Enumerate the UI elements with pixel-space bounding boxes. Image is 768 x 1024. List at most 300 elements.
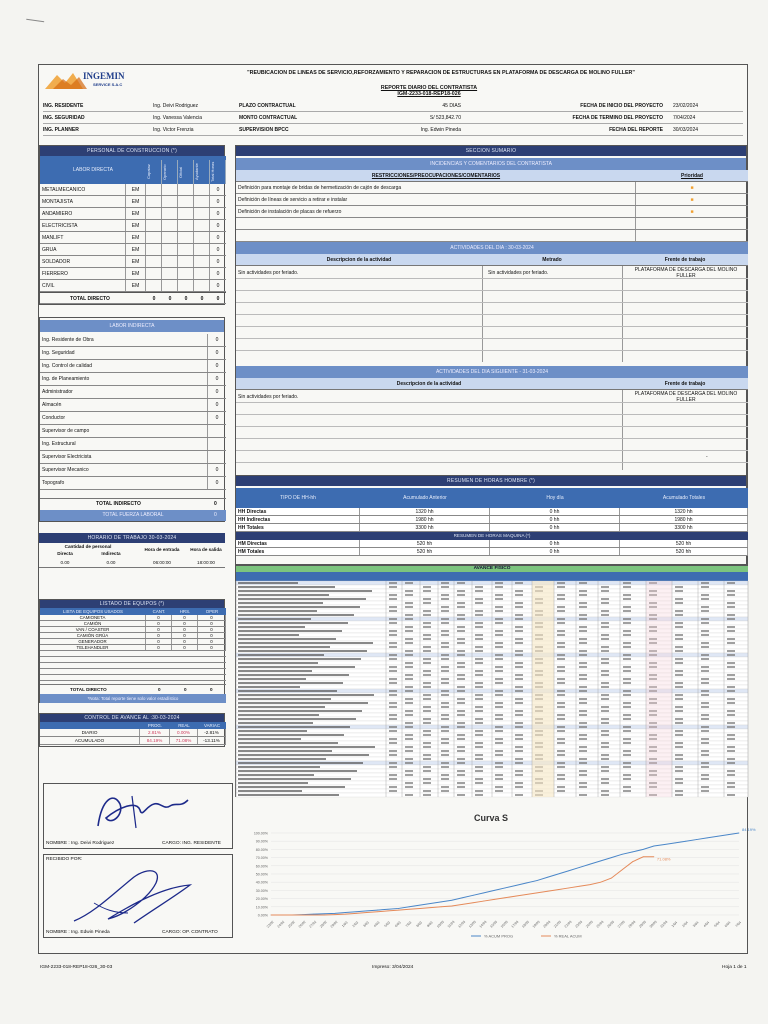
avance-num-mark xyxy=(475,758,483,759)
chart-point xyxy=(600,860,601,861)
avance-num-mark xyxy=(515,746,523,747)
avance-num-mark xyxy=(601,634,609,635)
info-label: ING. PLANNER xyxy=(43,127,79,133)
avance-num-mark xyxy=(423,686,431,687)
chart-xtick: 7/04 xyxy=(734,920,743,929)
equipos-col-header: CANT. xyxy=(152,609,166,614)
avance-num-mark xyxy=(601,766,609,767)
avance-num-mark xyxy=(623,670,631,671)
restriccion-prioridad: ■ xyxy=(690,197,694,203)
personal-row-cell xyxy=(162,280,178,291)
avance-num-mark xyxy=(475,706,483,707)
avance-num-mark xyxy=(623,618,631,619)
avance-highlight-col xyxy=(646,581,672,797)
avance-num-mark xyxy=(557,642,565,643)
avance-num-mark xyxy=(727,738,735,739)
avance-num-mark xyxy=(601,622,609,623)
avance-num-mark xyxy=(423,722,431,723)
avance-num-mark xyxy=(475,686,483,687)
avance-num-mark xyxy=(675,590,683,591)
avance-num-mark xyxy=(701,786,709,787)
avance-highlight-col xyxy=(532,581,554,797)
chart-xtick: 27/02 xyxy=(308,919,318,929)
chart-point xyxy=(568,888,569,889)
avance-num-mark xyxy=(701,750,709,751)
indirecta-row-value: 0 xyxy=(215,376,219,382)
horas-cell: HH Indirectas xyxy=(236,516,360,523)
personal-row-cell xyxy=(194,256,210,267)
personal-row-cell xyxy=(146,184,162,195)
avance-num-mark xyxy=(405,638,413,639)
personal-row-cell xyxy=(162,256,178,267)
avance-num-mark xyxy=(515,638,523,639)
avance-num-mark xyxy=(727,642,735,643)
logo-name: INGEMIN xyxy=(83,71,125,81)
avance-num-mark xyxy=(405,770,413,771)
avance-num-mark xyxy=(389,594,397,595)
personal-header xyxy=(40,156,226,184)
indirecta-row-value xyxy=(208,451,226,463)
indirecta-row-value: 0 xyxy=(215,467,219,473)
avance-num-mark xyxy=(423,622,431,623)
avance-num-mark xyxy=(727,626,735,627)
avance-num-mark xyxy=(405,714,413,715)
personal-row xyxy=(40,232,226,244)
avance-num-mark xyxy=(457,782,465,783)
avance-num-mark xyxy=(495,666,503,667)
avance-text-mark xyxy=(238,602,323,603)
avance-text-mark xyxy=(238,674,349,675)
chart-point xyxy=(334,913,335,914)
chart-point xyxy=(430,903,431,904)
avance-num-mark xyxy=(441,606,449,607)
avance-num-mark xyxy=(701,622,709,623)
avance-num-mark xyxy=(457,594,465,595)
avance-num-mark xyxy=(475,766,483,767)
indirecta-title: LABOR INDIRECTA xyxy=(40,320,224,332)
avance-num-mark xyxy=(623,634,631,635)
avance-num-mark xyxy=(623,786,631,787)
avance-num-mark xyxy=(389,694,397,695)
personal-title: PERSONAL DE CONSTRUCCION (*) xyxy=(40,146,224,156)
avance-num-mark xyxy=(423,602,431,603)
avance-num-mark xyxy=(423,662,431,663)
avance-num-mark xyxy=(423,746,431,747)
avance-num-mark xyxy=(675,638,683,639)
avance-num-mark xyxy=(701,610,709,611)
avance-num-mark xyxy=(601,730,609,731)
avance-num-mark xyxy=(475,646,483,647)
avance-num-mark xyxy=(579,762,587,763)
avance-num-mark xyxy=(557,654,565,655)
avance-num-mark xyxy=(623,714,631,715)
avance-num-mark xyxy=(495,690,503,691)
avance-num-mark xyxy=(701,646,709,647)
avance-num-mark xyxy=(727,698,735,699)
chart-legend-label: % ACUM PROG xyxy=(484,933,514,939)
avance-num-mark xyxy=(405,674,413,675)
chart-xtick: 8/03 xyxy=(415,920,423,929)
avance-text-mark xyxy=(238,678,306,679)
actividades-sig-header xyxy=(236,378,748,390)
horario-v3: 06:00:00 xyxy=(153,560,171,565)
avance-num-mark xyxy=(475,722,483,723)
avance-num-mark xyxy=(495,670,503,671)
avance-num-mark xyxy=(405,794,413,795)
avance-num-mark xyxy=(623,654,631,655)
chart-xtick: 22/03 xyxy=(563,919,573,929)
avance-num-mark xyxy=(457,582,465,583)
avance-num-mark xyxy=(579,582,587,583)
avance-num-mark xyxy=(727,650,735,651)
personal-row xyxy=(40,280,226,292)
chart-xtick: 6/03 xyxy=(394,920,402,929)
avance-num-mark xyxy=(727,582,735,583)
avance-text-mark xyxy=(238,722,313,723)
chart-point xyxy=(643,856,644,857)
avance-num-mark xyxy=(515,710,523,711)
chart-ytick: 10.00% xyxy=(255,905,268,910)
horas-cell: 3300 hh xyxy=(620,524,748,531)
chart-point xyxy=(324,913,325,914)
info-value-3: 30/03/2024 xyxy=(673,127,699,133)
horas-cell: 1320 hh xyxy=(620,508,748,515)
equipos-cell: 0 xyxy=(198,639,226,644)
avance-num-mark xyxy=(405,590,413,591)
indirecta-row-value: 0 xyxy=(215,402,219,408)
chart-xtick: 3/03 xyxy=(362,920,370,929)
horas-row xyxy=(236,524,748,532)
indirecta-row-value xyxy=(208,438,226,450)
chart-point xyxy=(728,834,729,835)
avance-num-mark xyxy=(389,714,397,715)
avance-num-mark xyxy=(475,742,483,743)
chart-ytick: 50.00% xyxy=(255,872,268,877)
avance-num-mark xyxy=(495,658,503,659)
horas-cell: 1320 hh xyxy=(360,508,490,515)
control-cell: 2.81% xyxy=(140,729,170,736)
avance-num-mark xyxy=(389,706,397,707)
activity-line xyxy=(236,462,748,463)
chart-point xyxy=(483,901,484,902)
info-label-3: FECHA DEL REPORTE xyxy=(609,127,663,133)
chart-point xyxy=(334,914,335,915)
chart-point xyxy=(526,883,527,884)
avance-num-mark xyxy=(423,782,431,783)
avance-num-mark xyxy=(457,746,465,747)
avance-num-mark xyxy=(475,598,483,599)
equipos-section xyxy=(39,599,225,703)
avance-num-mark xyxy=(557,582,565,583)
indirecta-row xyxy=(40,412,226,425)
restriccion-text: Definición de instalación de placas de refuerzo xyxy=(236,206,636,217)
avance-num-mark xyxy=(579,794,587,795)
avance-num-mark xyxy=(389,678,397,679)
indirecta-row xyxy=(40,399,226,412)
avance-num-mark xyxy=(579,654,587,655)
avance-text-mark xyxy=(238,642,373,643)
avance-num-mark xyxy=(495,634,503,635)
avance-num-mark xyxy=(727,794,735,795)
avance-num-mark xyxy=(475,586,483,587)
chart-point xyxy=(632,851,633,852)
control-col-prog: PROG. xyxy=(147,723,163,728)
avance-num-mark xyxy=(405,734,413,735)
chart-point xyxy=(558,874,559,875)
personal-row-em: EM xyxy=(126,244,146,255)
chart-xtick: 11/03 xyxy=(446,919,456,929)
avance-num-mark xyxy=(475,718,483,719)
avance-num-mark xyxy=(727,606,735,607)
avance-num-mark xyxy=(457,690,465,691)
avance-num-mark xyxy=(557,718,565,719)
chart-point xyxy=(409,909,410,910)
avance-num-mark xyxy=(623,642,631,643)
avance-num-mark xyxy=(495,726,503,727)
avance-num-mark xyxy=(557,658,565,659)
indirecta-row-name: Supervisor Electricista xyxy=(40,451,208,463)
personal-row-total: 0 xyxy=(216,199,220,205)
avance-num-mark xyxy=(475,746,483,747)
indirecta-row-name: Conductor xyxy=(40,412,208,424)
personal-row-cell xyxy=(194,232,210,243)
activity-line xyxy=(236,402,748,403)
info-label-2: PLAZO CONTRACTUAL xyxy=(239,103,296,109)
activity-line xyxy=(236,426,748,427)
avance-num-mark xyxy=(389,750,397,751)
avance-num-mark xyxy=(441,706,449,707)
personal-row-name: FIERRERO xyxy=(40,268,126,279)
horas-cell: 520 hh xyxy=(620,548,748,555)
restriccion-row xyxy=(236,194,748,206)
actividades-dia-header xyxy=(236,254,748,266)
personal-row-cell xyxy=(178,280,194,291)
restriccion-text: Definición de líneas de servicio a retirar e instalar xyxy=(236,194,636,205)
avance-num-mark xyxy=(441,754,449,755)
avance-num-mark xyxy=(423,626,431,627)
report-title: REPORTE DIARIO DEL CONTRATISTA xyxy=(380,85,478,91)
sumario-title: SECCION SUMARIO xyxy=(236,146,746,156)
avance-num-mark xyxy=(557,750,565,751)
indirecta-row-name: Supervisor Mecanico xyxy=(40,464,208,476)
chart-legend-label: % REAL ACUM xyxy=(554,933,582,939)
avance-num-mark xyxy=(557,634,565,635)
equipos-title: LISTADO DE EQUIPOS (*) xyxy=(40,600,224,608)
control-rows xyxy=(40,729,226,747)
avance-num-mark xyxy=(389,586,397,587)
avance-num-mark xyxy=(727,662,735,663)
avance-num-mark xyxy=(389,754,397,755)
avance-num-mark xyxy=(579,602,587,603)
equipos-total-oper: 0 xyxy=(210,687,213,692)
scan-mark xyxy=(26,19,44,25)
chart-point xyxy=(483,892,484,893)
equipos-cell: GENERADOR xyxy=(40,639,146,644)
fuerza-laboral-row xyxy=(40,510,226,521)
chart-xtick: 15/03 xyxy=(489,919,499,929)
equipos-cell: 0 xyxy=(146,615,172,620)
chart-point xyxy=(547,877,548,878)
avance-num-mark xyxy=(579,722,587,723)
info-value: Ing. Vanessa Valencia xyxy=(153,115,203,121)
avance-num-mark xyxy=(441,762,449,763)
avance-num-mark xyxy=(579,606,587,607)
avance-num-mark xyxy=(515,618,523,619)
equipos-rows xyxy=(40,615,226,685)
personal-row-total: 0 xyxy=(216,235,220,241)
avance-num-mark xyxy=(515,678,523,679)
avance-num-mark xyxy=(557,622,565,623)
avance-text-mark xyxy=(238,790,302,791)
avance-num-mark xyxy=(475,602,483,603)
avance-num-mark xyxy=(423,658,431,659)
chart-xtick: 31/03 xyxy=(659,919,669,929)
avance-num-mark xyxy=(389,670,397,671)
avance-num-mark xyxy=(405,786,413,787)
avance-num-mark xyxy=(701,682,709,683)
personal-rows xyxy=(40,184,226,302)
indirecta-row-name: Administrador xyxy=(40,386,208,398)
avance-num-mark xyxy=(515,702,523,703)
logo-sub: SERVICE S.A.C xyxy=(93,82,123,87)
avance-text-mark xyxy=(238,730,307,731)
chart-point xyxy=(388,911,389,912)
avance-num-mark xyxy=(675,782,683,783)
avance-num-mark xyxy=(557,730,565,731)
act-dia-col3: Frente de trabajo xyxy=(664,257,706,263)
avance-num-mark xyxy=(423,790,431,791)
indirecta-row xyxy=(40,438,226,451)
chart-point xyxy=(622,870,623,871)
avance-num-mark xyxy=(557,786,565,787)
avance-num-mark xyxy=(457,650,465,651)
equipos-cell: 0 xyxy=(198,633,226,638)
activity-line xyxy=(236,338,748,339)
horas-section xyxy=(235,475,747,565)
chart-xtick: 4/03 xyxy=(372,920,381,929)
equipos-cell: 0 xyxy=(146,639,172,644)
footer-left: IGM-2233-018-REP18-026_30-03 xyxy=(40,965,113,970)
avance-num-mark xyxy=(675,778,683,779)
avance-num-mark xyxy=(389,646,397,647)
avance-num-mark xyxy=(475,626,483,627)
indirecta-row-value: 0 xyxy=(215,389,219,395)
avance-num-mark xyxy=(675,722,683,723)
avance-text-mark xyxy=(238,758,326,759)
equipos-total-label: TOTAL DIRECTO xyxy=(70,687,107,692)
avance-num-mark xyxy=(601,686,609,687)
equipos-col-header: HRS. xyxy=(179,609,191,614)
avance-num-mark xyxy=(457,774,465,775)
avance-num-mark xyxy=(727,746,735,747)
avance-num-mark xyxy=(601,778,609,779)
avance-num-mark xyxy=(457,590,465,591)
chart-xtick: 25/03 xyxy=(595,919,605,929)
avance-text-mark xyxy=(238,614,354,615)
horas-cell: 0 hh xyxy=(490,548,620,555)
avance-num-mark xyxy=(423,730,431,731)
chart-xtick: 1/04 xyxy=(670,920,679,929)
avance-num-mark xyxy=(557,766,565,767)
avance-num-mark xyxy=(579,734,587,735)
report-frame xyxy=(38,64,756,954)
indirecta-row xyxy=(40,347,226,360)
avance-num-mark xyxy=(623,610,631,611)
avance-num-mark xyxy=(623,694,631,695)
avance-num-mark xyxy=(441,718,449,719)
personal-row-total: 0 xyxy=(216,271,220,277)
avance-num-mark xyxy=(675,710,683,711)
signature-residente xyxy=(84,788,194,836)
horas-col2: Acumulado Anterior xyxy=(403,495,447,501)
avance-num-mark xyxy=(623,586,631,587)
chart-xtick: 20/03 xyxy=(542,919,552,929)
avance-text-mark xyxy=(238,666,355,667)
avance-num-mark xyxy=(623,738,631,739)
avance-num-mark xyxy=(405,782,413,783)
avance-num-mark xyxy=(675,646,683,647)
chart-point xyxy=(388,909,389,910)
personal-col-header: Capataz xyxy=(146,160,162,184)
avance-num-mark xyxy=(441,790,449,791)
avance-num-mark xyxy=(475,670,483,671)
avance-num-mark xyxy=(389,718,397,719)
avance-num-mark xyxy=(457,638,465,639)
avance-num-mark xyxy=(701,742,709,743)
chart-xtick: 9/03 xyxy=(426,920,434,929)
chart-point xyxy=(664,844,665,845)
indirecta-row-name: Topografo xyxy=(40,477,208,489)
avance-num-mark xyxy=(557,666,565,667)
avance-num-mark xyxy=(675,598,683,599)
avance-num-mark xyxy=(601,674,609,675)
avance-num-mark xyxy=(495,742,503,743)
avance-num-mark xyxy=(623,666,631,667)
avance-num-mark xyxy=(457,750,465,751)
equipos-cell: 0 xyxy=(172,645,198,650)
avance-num-mark xyxy=(495,654,503,655)
equipos-cell: CAMIÓN xyxy=(40,621,146,626)
avance-num-mark xyxy=(495,606,503,607)
personal-row-cell xyxy=(178,256,194,267)
avance-num-mark xyxy=(423,590,431,591)
avance-num-mark xyxy=(675,602,683,603)
indirecta-row xyxy=(40,451,226,464)
avance-num-mark xyxy=(457,642,465,643)
chart-xtick: 18/03 xyxy=(521,919,530,929)
chart-ytick: 60.00% xyxy=(255,864,268,869)
avance-num-mark xyxy=(601,754,609,755)
personal-row-cell xyxy=(162,184,178,195)
avance-num-mark xyxy=(727,722,735,723)
chart-point xyxy=(600,882,601,883)
avance-num-mark xyxy=(441,594,449,595)
avance-num-mark xyxy=(557,714,565,715)
avance-text-mark xyxy=(238,682,343,683)
avance-num-mark xyxy=(389,610,397,611)
avance-num-mark xyxy=(405,762,413,763)
avance-text-mark xyxy=(238,782,308,783)
avance-num-mark xyxy=(515,606,523,607)
avance-num-mark xyxy=(389,742,397,743)
avance-num-mark xyxy=(495,702,503,703)
personal-total-value: 0 xyxy=(216,296,220,302)
avance-num-mark xyxy=(389,658,397,659)
personal-row-cell xyxy=(194,268,210,279)
act-dia-v2: Sin actividades por feriado. xyxy=(488,270,549,276)
indirecta-row-name: Ing. Residente de Obra xyxy=(40,334,208,346)
personal-row-name: ELECTRICISTA xyxy=(40,220,126,231)
